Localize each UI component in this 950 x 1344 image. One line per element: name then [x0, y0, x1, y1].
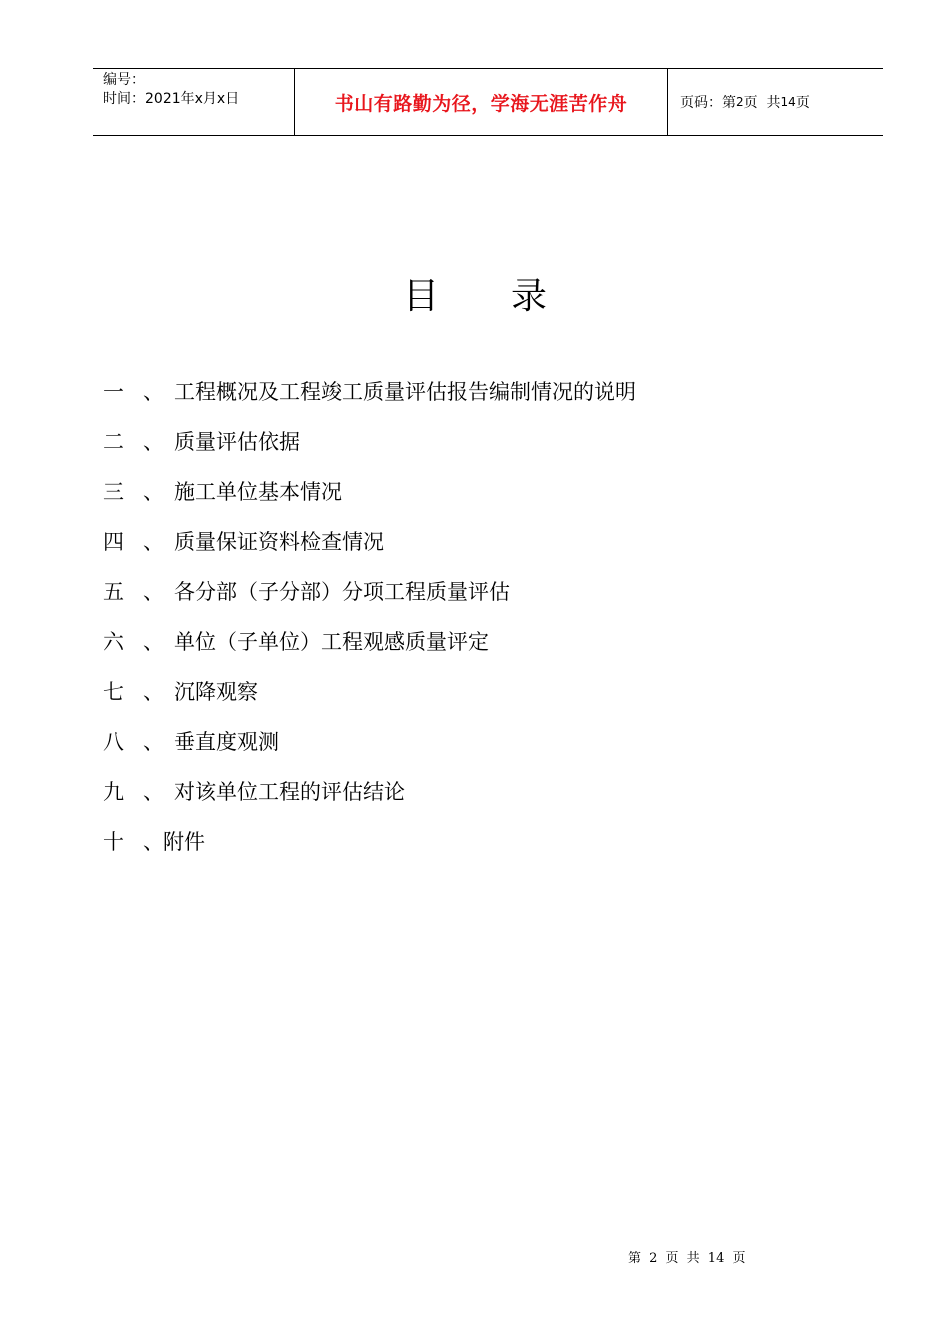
toc-item-number: 八 — [103, 730, 124, 754]
toc-item-separator: 、 — [143, 830, 164, 854]
page-current: 2 — [736, 95, 744, 109]
toc-item-separator: 、 — [143, 630, 164, 654]
toc-item-separator: 、 — [143, 680, 164, 704]
toc-item — [103, 526, 636, 576]
time-label: 时间：2021年x月x日 — [103, 91, 240, 107]
toc-item-text: 施工单位基本情况 — [174, 480, 342, 504]
header-motto-cell — [295, 69, 668, 135]
toc-item — [103, 826, 636, 876]
toc-item-text: 各分部（子分部）分项工程质量评估 — [174, 580, 510, 604]
toc-item-separator: 、 — [143, 430, 164, 454]
toc-item-text: 质量评估依据 — [174, 430, 300, 454]
toc-item-separator: 、 — [143, 580, 164, 604]
toc-item — [103, 426, 636, 476]
page-prefix: 页码：第 — [680, 95, 736, 111]
motto-text: 书山有路勤为径，学海无涯苦作舟 — [334, 92, 628, 115]
page-header — [93, 68, 883, 136]
toc-item-number: 三 — [103, 480, 124, 504]
toc-item-separator: 、 — [143, 730, 164, 754]
toc-item-text: 质量保证资料检查情况 — [174, 530, 384, 554]
serial-label: 编号： — [103, 72, 145, 88]
toc-item — [103, 376, 636, 426]
toc-item-number: 十 — [103, 830, 124, 854]
toc-item — [103, 676, 636, 726]
page-total: 14 — [780, 95, 796, 109]
toc-item-text: 对该单位工程的评估结论 — [174, 780, 405, 804]
toc-item-number: 四 — [103, 530, 124, 554]
toc-item-number: 七 — [103, 680, 124, 704]
toc-item-separator: 、 — [143, 530, 164, 554]
toc-item-text: 垂直度观测 — [174, 730, 279, 754]
title-char-1: 目 — [402, 276, 439, 317]
toc-item — [103, 626, 636, 676]
page-suffix: 页 — [795, 95, 810, 111]
toc-item-text: 附件 — [163, 830, 205, 854]
header-page-cell — [668, 69, 883, 135]
title-char-2: 录 — [511, 276, 548, 317]
toc-item-text: 沉降观察 — [174, 680, 258, 704]
toc-item — [103, 476, 636, 526]
header-meta-cell — [93, 69, 295, 135]
toc-item-separator: 、 — [143, 380, 164, 404]
page-footer: 第 2 页 共 14 页 — [628, 1251, 746, 1266]
toc-item-number: 六 — [103, 630, 124, 654]
toc-item — [103, 776, 636, 826]
toc-item-number: 五 — [103, 580, 124, 604]
toc-item-number: 一 — [103, 380, 124, 404]
page-title — [0, 268, 950, 319]
toc-item-number: 九 — [103, 780, 124, 804]
toc-item — [103, 726, 636, 776]
toc-item-text: 单位（子单位）工程观感质量评定 — [174, 630, 489, 654]
toc-item-separator: 、 — [143, 780, 164, 804]
toc-item-text: 工程概况及工程竣工质量评估报告编制情况的说明 — [174, 380, 636, 404]
toc-item-separator: 、 — [143, 480, 164, 504]
page-mid: 页 共 — [743, 95, 781, 111]
table-of-contents — [103, 376, 636, 876]
toc-item-number: 二 — [103, 430, 124, 454]
toc-item — [103, 576, 636, 626]
